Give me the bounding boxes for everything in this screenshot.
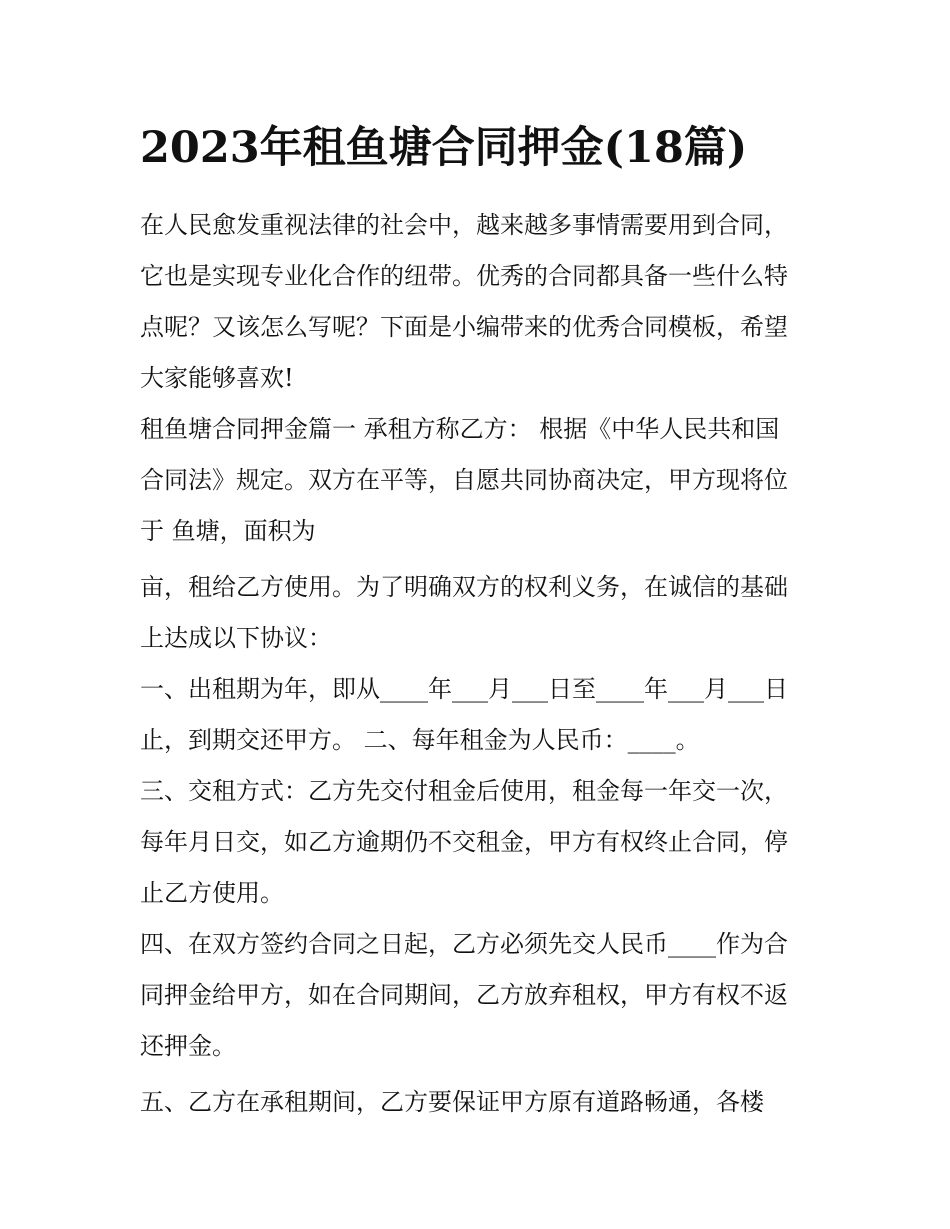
paragraph-line: 合同法》规定。双方在平等，自愿共同协商决定，甲方现将位 — [140, 466, 788, 494]
paragraph-line: 一、出租期为年，即从____年___月___日至____年___月___日 — [140, 675, 788, 703]
paragraph-line: 亩，租给乙方使用。为了明确双方的权利义务，在诚信的基础 — [140, 573, 788, 601]
paragraph-line: 五、乙方在承租期间，乙方要保证甲方原有道路畅通，各楼 — [140, 1088, 764, 1116]
paragraph-line: 止乙方使用。 — [140, 879, 284, 907]
paragraph-line: 它也是实现专业化合作的纽带。优秀的合同都具备一些什么特 — [140, 262, 788, 290]
paragraph-line: 每年月日交，如乙方逾期仍不交租金，甲方有权终止合同，停 — [140, 828, 788, 856]
paragraph-line: 在人民愈发重视法律的社会中，越来越多事情需要用到合同， — [140, 211, 788, 239]
paragraph-line: 同押金给甲方，如在合同期间，乙方放弃租权，甲方有权不返 — [140, 981, 788, 1009]
paragraph-line: 四、在双方签约合同之日起，乙方必须先交人民币____作为合 — [140, 930, 788, 958]
paragraph-line: 止，到期交还甲方。 二、每年租金为人民币：____。 — [140, 726, 700, 754]
document-title: 2023年租鱼塘合同押金(18篇) — [140, 123, 748, 173]
paragraph-line: 大家能够喜欢! — [140, 364, 294, 392]
paragraph-line: 租鱼塘合同押金篇一 承租方称乙方： 根据《中华人民共和国 — [140, 415, 780, 443]
paragraph-line: 三、交租方式：乙方先交付租金后使用，租金每一年交一次， — [140, 777, 788, 805]
paragraph-line: 还押金。 — [140, 1032, 236, 1060]
paragraph-line: 于 鱼塘，面积为 — [140, 517, 316, 545]
paragraph-line: 点呢？又该怎么写呢？下面是小编带来的优秀合同模板，希望 — [140, 313, 788, 341]
paragraph-line: 上达成以下协议： — [140, 624, 332, 652]
document-body — [140, 200, 830, 1128]
